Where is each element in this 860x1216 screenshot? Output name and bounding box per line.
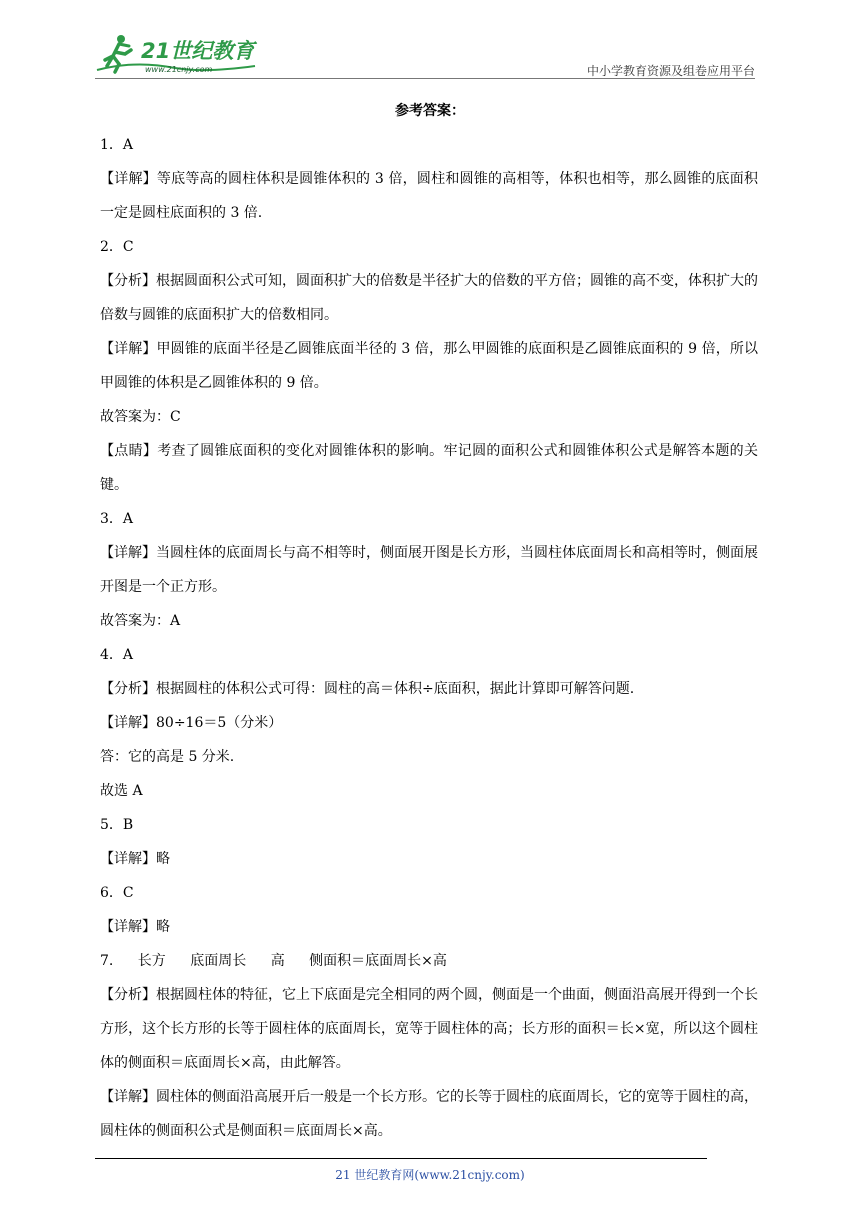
logo: [95, 30, 260, 76]
answer-line: 【分析】根据圆柱的体积公式可得：圆柱的高＝体积÷底面积，据此计算即可解答问题.: [100, 681, 635, 697]
answer-line: 【详解】略: [100, 851, 170, 867]
answer-line: 【详解】略: [100, 919, 170, 935]
answer-line: 【点睛】考查了圆锥底面积的变化对圆锥体积的影响。牢记圆的面积公式和圆锥体积公式是解答本题的关键。: [100, 443, 758, 493]
page-header: [95, 30, 755, 80]
answer-line: 3．A: [100, 511, 134, 527]
answer-content: [100, 128, 758, 1148]
answer-line: 【分析】根据圆面积公式可知，圆面积扩大的倍数是半径扩大的倍数的平方倍；圆锥的高不变，体积扩大的倍数与圆锥的底面积扩大的倍数相同。: [100, 273, 758, 323]
answer-line: 【分析】根据圆柱体的特征，它上下底面是完全相同的两个圆，侧面是一个曲面，侧面沿高展开得到一个长方形，这个长方形的长等于圆柱体的底面周长，宽等于圆柱体的高；长方形的面积＝长×宽，所以这个圆柱体的侧面积＝底面周长×高，由此解答。: [100, 987, 758, 1071]
answer-line: 1．A: [100, 137, 134, 153]
footer-link[interactable]: 21 世纪教育网(www.21cnjy.com): [335, 1168, 525, 1182]
answer-line: 2．C: [100, 239, 134, 255]
answer-line: 答：它的高是 5 分米.: [100, 749, 235, 765]
page-title: 参考答案：: [395, 103, 465, 119]
platform-name: 中小学教育资源及组卷应用平台: [586, 64, 755, 78]
logo-runner-icon: [95, 30, 260, 76]
answer-line: 故答案为：A: [100, 613, 181, 629]
answer-line: 【详解】等底等高的圆柱体积是圆锥体积的 3 倍，圆柱和圆锥的高相等，体积也相等，那么圆锥的底面积一定是圆柱底面积的 3 倍.: [100, 171, 758, 221]
answer-line: 故答案为：C: [100, 409, 181, 425]
answer-line: 【详解】甲圆锥的底面半径是乙圆锥底面半径的 3 倍，那么甲圆锥的底面积是乙圆锥底面积的 9 倍，所以甲圆锥的体积是乙圆锥体积的 9 倍。: [100, 341, 758, 391]
header-divider: [95, 78, 755, 79]
answer-line: 【详解】当圆柱体的底面周长与高不相等时，侧面展开图是长方形，当圆柱体底面周长和高相等时，侧面展开图是一个正方形。: [100, 545, 758, 595]
answer-line: 6．C: [100, 885, 134, 901]
answer-line: 【详解】圆柱体的侧面沿高展开后一般是一个长方形。它的长等于圆柱的底面周长，它的宽等于圆柱的高，圆柱体的侧面积公式是侧面积＝底面周长×高。: [100, 1089, 758, 1139]
answer-line: 4．A: [100, 647, 134, 663]
footer-divider: [95, 1158, 707, 1159]
answer-line: 故选 A: [100, 783, 143, 799]
logo-text: 21世纪教育: [141, 39, 255, 63]
answer-line: 【详解】80÷16＝5（分米）: [100, 715, 283, 731]
answer-line: 7. 长方 底面周长 高 侧面积＝底面周长×高: [100, 953, 447, 969]
answer-line: 5．B: [100, 817, 134, 833]
logo-url: www.21cnjy.com: [145, 65, 213, 74]
